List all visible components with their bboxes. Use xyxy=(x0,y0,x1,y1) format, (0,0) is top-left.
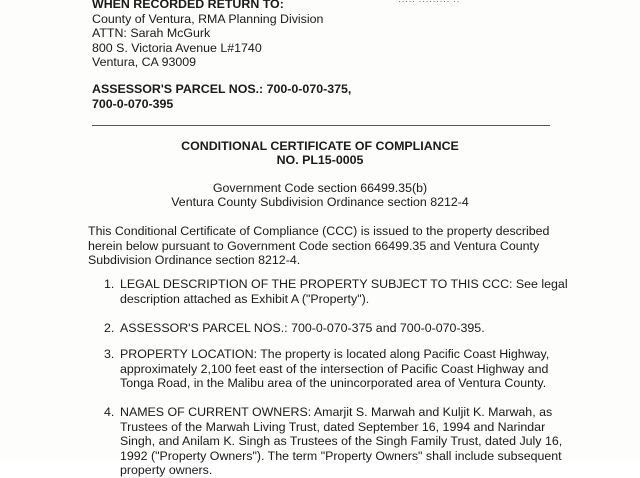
recording-stamp: ····· ········· ·· xyxy=(398,0,460,6)
item-line: Tonga Road, in the Malibu area of the unincorporated area of Ventura County. xyxy=(120,376,547,390)
intro-line: herein below pursuant to Government Code section 66499.35 and Ventura County xyxy=(88,238,540,253)
item-line: description attached as Exhibit A ("Property"). xyxy=(120,291,370,306)
code-reference-2: Ventura County Subdivision Ordinance section 8212-4 xyxy=(171,195,469,209)
document-title: CONDITIONAL CERTIFICATE OF COMPLIANCE xyxy=(181,139,459,153)
intro-paragraph xyxy=(88,224,558,268)
item-line: Singh, and Anilam K. Singh as Trustees of the Singh Family Trust, dated July 16, xyxy=(120,434,563,448)
code-reference-1: Government Code section 66499.35(b) xyxy=(212,181,428,195)
return-line: 800 S. Victoria Avenue L#1740 xyxy=(92,40,262,55)
item-text xyxy=(120,347,549,391)
document-number: NO. PL15-0005 xyxy=(276,153,364,167)
divider-rule xyxy=(92,125,550,126)
intro-line: This Conditional Certificate of Compliance (CCC) is issued to the property described xyxy=(88,224,550,238)
return-heading: WHEN RECORDED RETURN TO: xyxy=(92,0,284,11)
item-number: 1. xyxy=(104,277,115,291)
item-text xyxy=(120,405,562,478)
item-line: LEGAL DESCRIPTION OF THE PROPERTY SUBJECT TO THIS CCC: See legal xyxy=(120,277,568,291)
item-text xyxy=(120,277,568,306)
item-line: 1992 ("Property Owners"). The term "Property Owners" shall include subsequent xyxy=(120,448,562,463)
item-number: 3. xyxy=(104,347,115,361)
intro-line: Subdivision Ordinance section 8212-4. xyxy=(88,253,301,267)
item-line: PROPERTY LOCATION: The property is located along Pacific Coast Highway, xyxy=(120,347,550,361)
item-line: Trustees of the Marwah Living Trust, dated September 16, 1994 and Narindar xyxy=(120,419,546,434)
item-number: 4. xyxy=(104,405,115,419)
apn-line-2: 700-0-070-395 xyxy=(92,96,174,111)
apn-block xyxy=(92,82,351,111)
item-number: 2. xyxy=(104,321,115,335)
return-line: County of Ventura, RMA Planning Division xyxy=(92,11,324,26)
item-line: ASSESSOR'S PARCEL NOS.: 700-0-070-375 and 700-0-070-395. xyxy=(120,321,485,335)
return-address-block xyxy=(92,0,323,70)
item-line: NAMES OF CURRENT OWNERS: Amarjit S. Marwah and Kuljit K. Marwah, as xyxy=(120,405,553,419)
return-line: Ventura, CA 93009 xyxy=(92,55,197,69)
return-line: ATTN: Sarah McGurk xyxy=(92,26,211,40)
item-line: property owners. xyxy=(120,463,213,477)
item-text xyxy=(120,321,485,336)
apn-line-1: ASSESSOR'S PARCEL NOS.: 700-0-070-375, xyxy=(92,82,352,96)
item-line: approximately 2,100 feet east of the intersection of Pacific Coast Highway and xyxy=(120,361,549,376)
